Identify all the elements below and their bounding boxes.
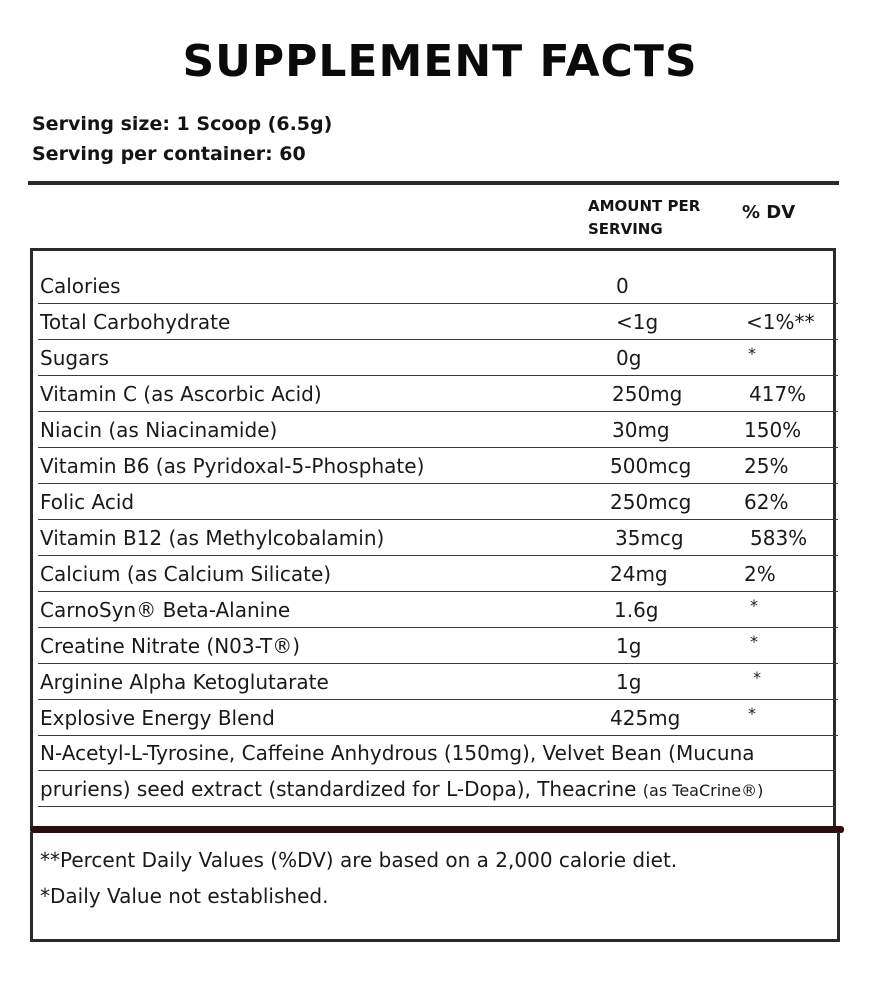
- nutrient-name: Folic Acid: [40, 490, 135, 514]
- nutrient-name: Calories: [40, 274, 121, 298]
- nutrient-amount: 0: [616, 274, 629, 298]
- blend-ingredients-line2: [40, 777, 836, 801]
- nutrient-amount: 500mcg: [610, 454, 692, 478]
- nutrient-amount: 1.6g: [614, 598, 659, 622]
- serving-size: Serving size: 1 Scoop (6.5g): [32, 113, 333, 135]
- top-divider: [28, 181, 839, 185]
- nutrient-row: [38, 304, 838, 340]
- nutrient-dv: 583%: [750, 526, 808, 550]
- daily-value-header: % DV: [742, 202, 796, 223]
- nutrient-dv: 2%: [744, 562, 776, 586]
- nutrient-name: Sugars: [40, 346, 109, 370]
- nutrient-row: [38, 376, 838, 412]
- nutrient-dv: <1%**: [746, 310, 815, 334]
- nutrient-amount: 1g: [616, 670, 642, 694]
- nutrient-name: CarnoSyn® Beta-Alanine: [40, 598, 291, 622]
- nutrient-name: Vitamin B6 (as Pyridoxal-5-Phosphate): [40, 454, 425, 478]
- nutrient-row: [38, 340, 838, 376]
- nutrient-row: [38, 628, 838, 664]
- nutrient-dv: *: [748, 344, 756, 363]
- amount-header-line2: SERVING: [588, 220, 663, 238]
- nutrient-row: [38, 664, 838, 700]
- row-divider: [38, 735, 838, 736]
- nutrient-row: [38, 268, 838, 304]
- nutrient-amount: 250mcg: [610, 490, 692, 514]
- nutrient-dv: *: [748, 704, 756, 723]
- nutrient-name: Vitamin C (as Ascorbic Acid): [40, 382, 322, 406]
- nutrient-row: [38, 556, 838, 592]
- amount-per-serving-header: [588, 195, 728, 241]
- dv-not-established-footnote: *Daily Value not established.: [40, 884, 329, 908]
- blend-ingredients-line1: N-Acetyl-L-Tyrosine, Caffeine Anhydrous (150mg), Velvet Bean (Mucuna: [40, 741, 755, 765]
- nutrient-dv: 417%: [749, 382, 807, 406]
- nutrient-dv: *: [753, 668, 761, 687]
- blend-divider: [38, 770, 836, 771]
- nutrient-name: Vitamin B12 (as Methylcobalamin): [40, 526, 385, 550]
- percent-dv-footnote: **Percent Daily Values (%DV) are based on a 2,000 calorie diet.: [40, 848, 678, 872]
- nutrient-dv: *: [750, 632, 758, 651]
- nutrient-row: [38, 448, 838, 484]
- nutrient-name: Explosive Energy Blend: [40, 706, 275, 730]
- nutrient-amount: 1g: [616, 634, 642, 658]
- nutrient-row: [38, 412, 838, 448]
- nutrient-dv: *: [750, 596, 758, 615]
- nutrient-amount: 425mg: [610, 706, 681, 730]
- nutrient-dv: 150%: [744, 418, 802, 442]
- nutrient-row: [38, 700, 838, 736]
- nutrient-row: [38, 592, 838, 628]
- nutrient-row: [38, 484, 838, 520]
- nutrient-amount: 35mcg: [615, 526, 684, 550]
- blend-divider: [38, 806, 836, 807]
- blend-line2-small: (as TeaCrine®): [642, 781, 764, 800]
- nutrient-amount: 0g: [616, 346, 642, 370]
- nutrient-amount: <1g: [616, 310, 659, 334]
- nutrient-name: Creatine Nitrate (N03-T®): [40, 634, 300, 658]
- nutrient-name: Niacin (as Niacinamide): [40, 418, 278, 442]
- nutrient-amount: 30mg: [612, 418, 670, 442]
- nutrient-amount: 24mg: [610, 562, 668, 586]
- nutrient-name: Calcium (as Calcium Silicate): [40, 562, 332, 586]
- servings-per-container: Serving per container: 60: [32, 143, 306, 165]
- label-title: SUPPLEMENT FACTS: [182, 36, 698, 87]
- nutrient-name: Arginine Alpha Ketoglutarate: [40, 670, 329, 694]
- amount-header-line1: AMOUNT PER: [588, 197, 701, 215]
- nutrient-amount: 250mg: [612, 382, 683, 406]
- nutrient-name: Total Carbohydrate: [40, 310, 231, 334]
- nutrient-row: [38, 520, 838, 556]
- nutrient-dv: 62%: [744, 490, 789, 514]
- nutrient-dv: 25%: [744, 454, 789, 478]
- blend-line2-text: pruriens) seed extract (standardized for L-Dopa), Theacrine: [40, 777, 643, 801]
